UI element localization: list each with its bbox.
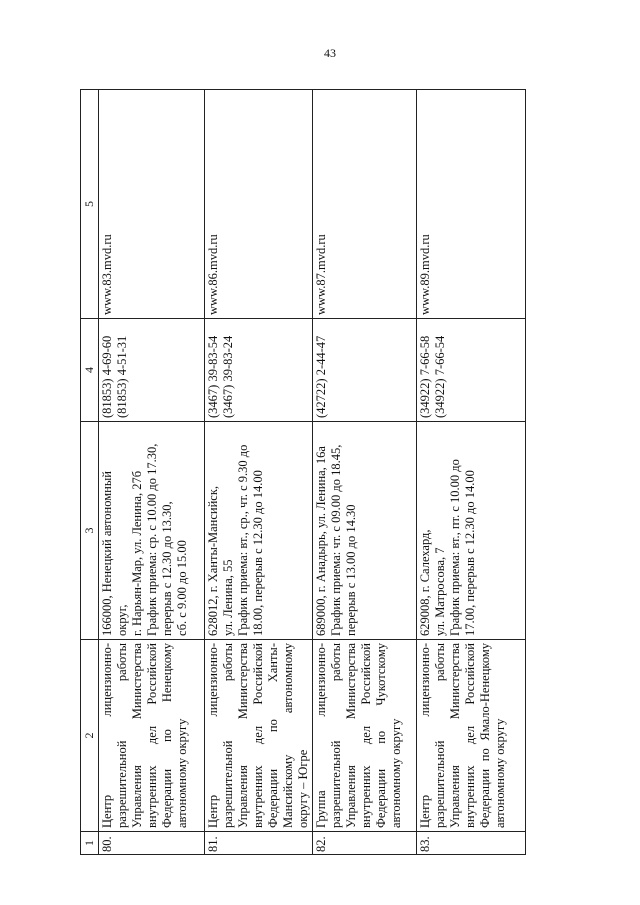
phone-line: (81853) 4-51-31 <box>115 335 129 418</box>
column-number: 1 <box>81 832 99 855</box>
address-line: 689000, г. Анадырь, ул. Ленина, 16а <box>314 446 328 636</box>
column-number: 4 <box>81 319 99 422</box>
rotated-table-sheet <box>80 90 518 855</box>
address-line: График приема: вт., пт. с 10.00 до <box>448 459 462 636</box>
office-website: www.89.mvd.ru <box>417 90 526 319</box>
column-number: 5 <box>81 90 99 319</box>
address-line: 166000, Ненецкий автономный <box>100 471 114 636</box>
phone-line: (34922) 7-66-54 <box>433 335 447 418</box>
table-row <box>205 90 313 855</box>
column-number: 2 <box>81 640 99 832</box>
office-name: Центр лицензионно-разрешительной работы Управления Министерства внутренних дел Российской Федерации по Ямало-Ненецкому автономному округу <box>417 640 526 832</box>
table-row <box>99 90 205 855</box>
address-line: перерыв с 12.30 до 13.30, <box>160 501 174 636</box>
address-line: сб. с 9.00 до 15.00 <box>175 540 189 636</box>
address-line: График приема: чт. с 09.00 до 18.45, <box>329 444 343 636</box>
office-name: Группа лицензионно-разрешительной работы Управления Министерства внутренних дел Российской Федерации по Чукотскому автономному округу <box>313 640 417 832</box>
office-phones <box>205 319 313 422</box>
column-number-row <box>81 90 99 855</box>
office-address <box>417 422 526 640</box>
phone-line: (34922) 7-66-58 <box>418 335 432 418</box>
office-phones <box>99 319 205 422</box>
row-number: 83. <box>417 832 526 855</box>
address-line: 629008, г. Салехард, <box>418 529 432 636</box>
address-line: округ, <box>115 604 129 636</box>
office-website: www.83.mvd.ru <box>99 90 205 319</box>
column-number: 3 <box>81 422 99 640</box>
address-line: 628012, г. Ханты-Мансийск, <box>206 485 220 636</box>
address-line: График приема: вт., ср., чт. с 9.30 до <box>236 444 250 636</box>
licensing-offices-table <box>80 89 526 855</box>
page-number: 43 <box>324 46 336 60</box>
phone-line: (81853) 4-69-60 <box>100 335 114 418</box>
phone-line: (42722) 2-44-47 <box>314 335 328 418</box>
office-website: www.87.mvd.ru <box>313 90 417 319</box>
address-line: ул. Ленина, 55 <box>221 559 235 636</box>
row-number: 81. <box>205 832 313 855</box>
phone-line: (3467) 39-83-54 <box>206 335 220 418</box>
office-address <box>99 422 205 640</box>
address-line: 18.00, перерыв с 12.30 до 14.00 <box>251 470 265 636</box>
phone-line: (3467) 39-83-24 <box>221 335 235 418</box>
office-phones <box>313 319 417 422</box>
office-name: Центр лицензионно-разрешительной работы Управления Министерства внутренних дел Российской Федерации по Ненецкому автономному округу <box>99 640 205 832</box>
address-line: перерыв с 13.00 до 14.30 <box>344 504 358 636</box>
address-line: ул. Матросова, 7 <box>433 547 447 636</box>
office-website: www.86.mvd.ru <box>205 90 313 319</box>
table-row <box>417 90 526 855</box>
office-address <box>313 422 417 640</box>
address-line: График приема: ср. с 10.00 до 17.30, <box>145 443 159 636</box>
address-line: г. Нарьян-Мар, ул. Ленина, 27б <box>130 470 144 636</box>
address-line: 17.00, перерыв с 12.30 до 14.00 <box>463 470 477 636</box>
table-row <box>313 90 417 855</box>
office-name: Центр лицензионно-разрешительной работы Управления Министерства внутренних дел Российской Федерации по Ханты-Мансийскому автономному округу – Югре <box>205 640 313 832</box>
row-number: 80. <box>99 832 205 855</box>
office-address <box>205 422 313 640</box>
office-phones <box>417 319 526 422</box>
row-number: 82. <box>313 832 417 855</box>
